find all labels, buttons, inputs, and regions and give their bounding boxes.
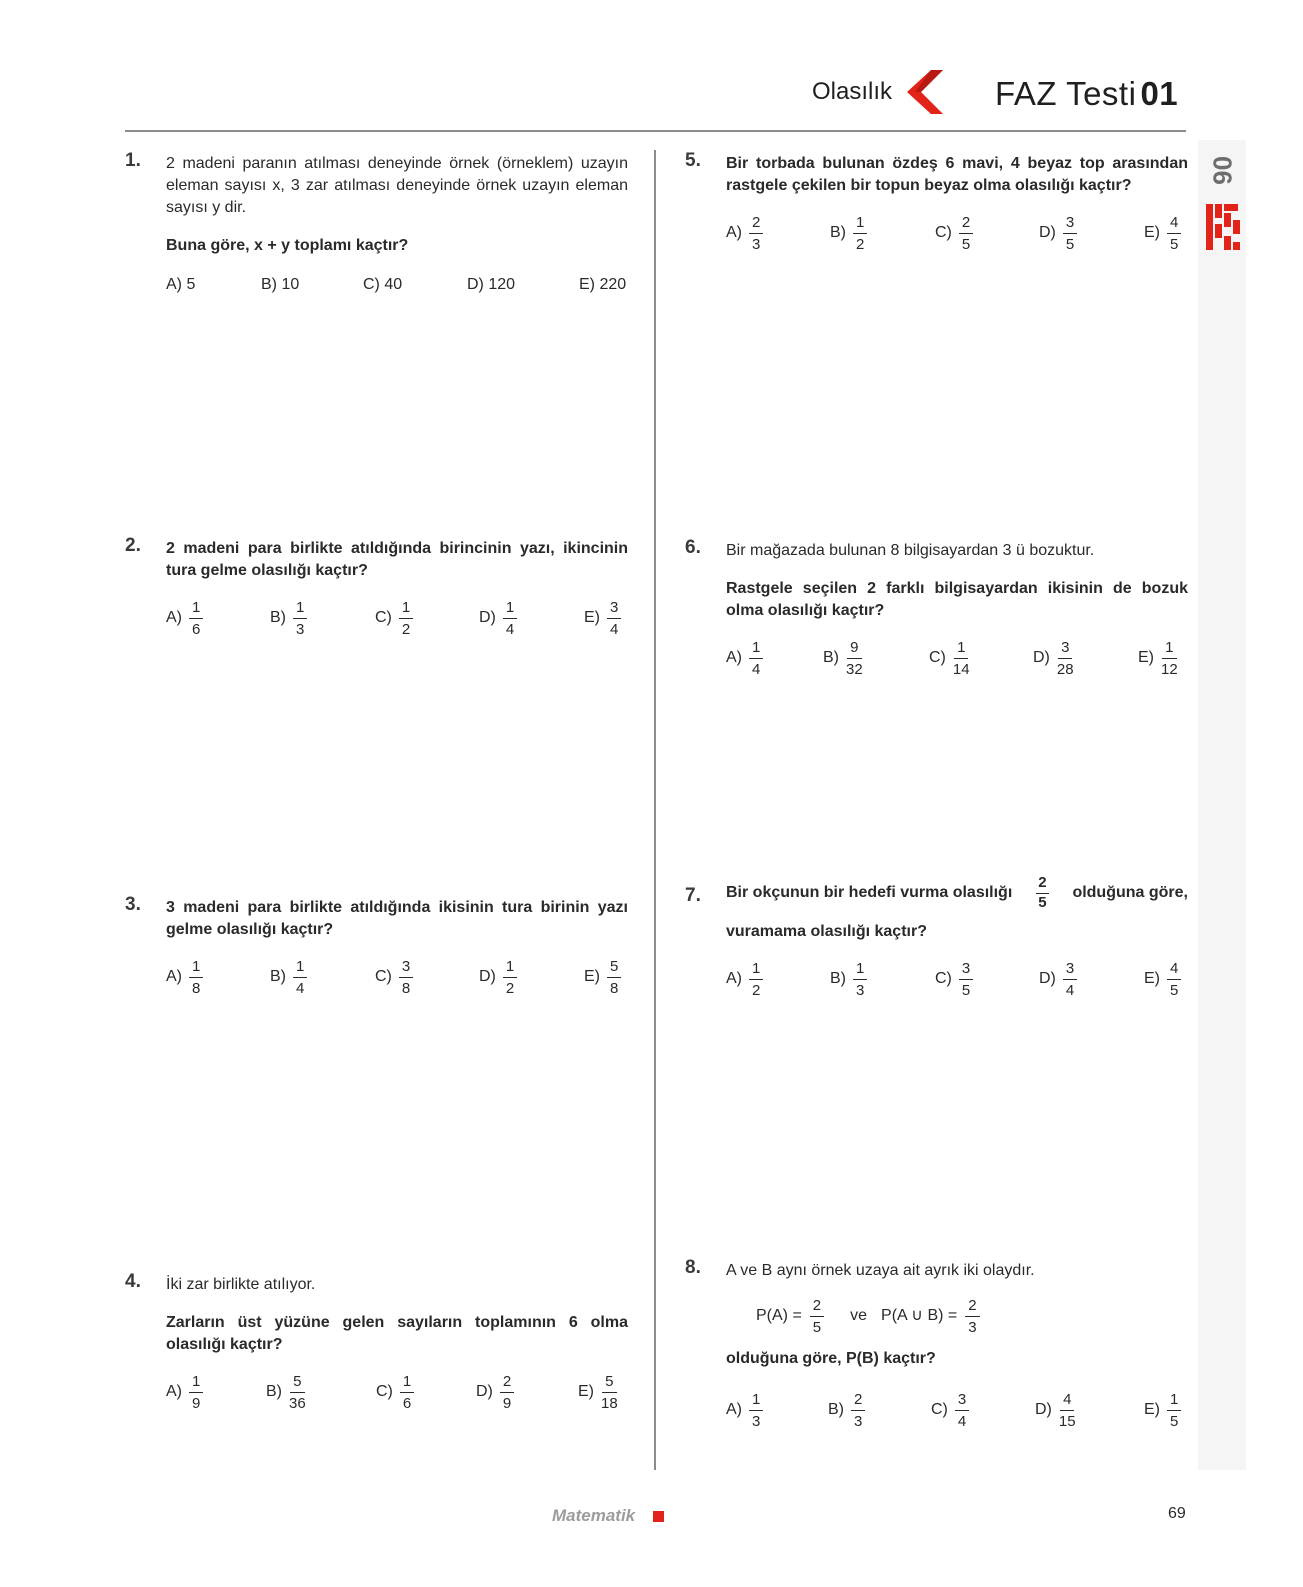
question-2 <box>125 535 628 640</box>
option-c[interactable]: C) $\frac{1}{6}$ <box>376 1370 414 1414</box>
option-c[interactable]: C) $\frac{1}{14}$ <box>929 638 970 678</box>
option-a[interactable]: A) $\frac{2}{3}$ <box>726 211 763 255</box>
test-title <box>995 75 1178 113</box>
option-e[interactable]: E) $\frac{1}{12}$ <box>1138 638 1178 678</box>
question-3 <box>125 894 628 999</box>
option-b[interactable]: B) $\frac{1}{3}$ <box>830 957 867 1001</box>
option-d[interactable]: D) $\frac{3}{28}$ <box>1033 638 1074 678</box>
question-ask: 2 madeni para birlikte atıldığında birincinin yazı, ikincinin tura gelme olasılığı kaçtır? <box>166 540 628 579</box>
options <box>726 957 1188 1001</box>
question-number: 1. <box>125 150 141 171</box>
question-stem: İki zar birlikte atılıyor. <box>166 1276 316 1293</box>
option-d[interactable]: D) $\frac{3}{4}$ <box>1039 957 1077 1001</box>
question-stem: Bir mağazada bulunan 8 bilgisayardan 3 ü bozuktur. <box>726 542 1095 559</box>
option-c[interactable]: C) $\frac{1}{2}$ <box>375 596 413 640</box>
option-e[interactable]: E) $\frac{4}{5}$ <box>1144 211 1181 255</box>
publisher-logo-icon <box>1206 204 1240 250</box>
option-a[interactable]: A) $\frac{1}{8}$ <box>166 955 203 999</box>
option-d[interactable]: D) $\frac{1}{4}$ <box>479 596 517 640</box>
option-e[interactable]: E) $\frac{1}{5}$ <box>1144 1388 1181 1432</box>
option-a[interactable]: A) $\frac{1}{4}$ <box>726 636 763 680</box>
option-a[interactable]: A) $\frac{1}{9}$ <box>166 1370 203 1414</box>
option-a[interactable]: A) 5 <box>166 276 196 293</box>
question-1 <box>125 150 628 297</box>
question-stem: 2 madeni paranın atılması deneyinde örnek (örneklem) uzayın eleman sayısı x, 3 zar atılması deneyinde örnek uzayın eleman sayısı y dir. <box>166 155 628 216</box>
footer-square-icon <box>653 1511 664 1522</box>
question-number: 5. <box>685 150 701 171</box>
header-rule <box>125 130 1186 132</box>
question-number: 4. <box>125 1271 141 1292</box>
option-b[interactable]: B) $\frac{1}{2}$ <box>830 211 867 255</box>
footer-subject: Matematik <box>552 1506 636 1525</box>
question-number: 3. <box>125 894 141 915</box>
question-4 <box>125 1271 628 1414</box>
question-6 <box>685 537 1188 680</box>
option-d[interactable]: D) 120 <box>467 276 516 293</box>
header-topic: Olasılık <box>812 78 893 105</box>
option-e[interactable]: E) $\frac{5}{18}$ <box>578 1372 618 1412</box>
question-ask: olduğuna göre, P(B) kaçtır? <box>726 1350 936 1367</box>
question-7 <box>685 874 1188 1001</box>
question-ask-line2: vuramama olasılığı kaçtır? <box>726 923 927 940</box>
question-ask: 3 madeni para birlikte atıldığında ikisinin tura birinin yazı gelme olasılığı kaçtır? <box>166 899 628 938</box>
option-d[interactable]: D) $\frac{1}{2}$ <box>479 955 517 999</box>
test-label: FAZ Testi <box>995 75 1137 112</box>
options <box>166 1370 628 1414</box>
chevron-left-icon <box>903 70 947 114</box>
question-stem: A ve B aynı örnek uzaya ait ayrık iki olaydır. <box>726 1262 1035 1279</box>
column-divider <box>654 150 656 1470</box>
option-e[interactable]: E) $\frac{4}{5}$ <box>1144 957 1181 1001</box>
option-c[interactable]: C) 40 <box>363 276 403 293</box>
inline-fraction: $\frac{2}{5}$ <box>1038 874 1047 911</box>
side-tab <box>1198 140 1246 1470</box>
option-a[interactable]: A) $\frac{1}{6}$ <box>166 596 203 640</box>
option-c[interactable]: C) $\frac{3}{8}$ <box>375 955 413 999</box>
options <box>166 955 628 999</box>
option-b[interactable]: B) $\frac{1}{4}$ <box>270 955 307 999</box>
option-e[interactable]: E) $\frac{5}{8}$ <box>584 955 621 999</box>
question-ask: Rastgele seçilen 2 farklı bilgisayardan ikisinin de bozuk olma olasılığı kaçtır? <box>726 580 1188 619</box>
option-c[interactable]: C) $\frac{2}{5}$ <box>935 211 973 255</box>
formula: P(A) = $\frac{2}{5}$ ve P(A ∪ B) = $\frac{2}{3}$ <box>756 1292 1188 1340</box>
question-ask: Bir okçunun bir hedefi vurma olasılığı $\frac{2}{5}$ olduğuna göre, <box>726 874 1188 911</box>
question-5 <box>685 150 1188 255</box>
option-a[interactable]: A) $\frac{1}{2}$ <box>726 957 763 1001</box>
question-ask: Buna göre, x + y toplamı kaçtır? <box>166 237 409 254</box>
unit-number: 06 <box>1207 156 1238 185</box>
page-number: 69 <box>1168 1505 1186 1522</box>
options <box>166 596 628 640</box>
option-d[interactable]: D) $\frac{3}{5}$ <box>1039 211 1077 255</box>
question-ask: Zarların üst yüzüne gelen sayıların toplamının 6 olma olasılığı kaçtır? <box>166 1314 628 1353</box>
question-number: 2. <box>125 535 141 556</box>
option-b[interactable]: B) $\frac{1}{3}$ <box>270 596 307 640</box>
option-c[interactable]: C) $\frac{3}{5}$ <box>935 957 973 1001</box>
option-d[interactable]: D) $\frac{4}{15}$ <box>1035 1390 1076 1430</box>
option-d[interactable]: D) $\frac{2}{9}$ <box>476 1370 514 1414</box>
question-number: 8. <box>685 1257 701 1278</box>
options <box>726 211 1188 255</box>
option-a[interactable]: A) $\frac{1}{3}$ <box>726 1388 763 1432</box>
option-e[interactable]: E) 220 <box>579 276 627 293</box>
question-number: 7. <box>685 885 701 906</box>
option-b[interactable]: B) 10 <box>261 276 300 293</box>
question-8 <box>685 1257 1188 1432</box>
option-e[interactable]: E) $\frac{3}{4}$ <box>584 596 621 640</box>
option-b[interactable]: B) $\frac{2}{3}$ <box>828 1388 865 1432</box>
question-ask: Bir torbada bulunan özdeş 6 mavi, 4 beyaz top arasından rastgele çekilen bir topun beyaz olma olasılığı kaçtır? <box>726 155 1188 194</box>
test-number: 01 <box>1140 75 1179 112</box>
option-c[interactable]: C) $\frac{3}{4}$ <box>931 1388 969 1432</box>
options <box>166 273 628 297</box>
option-b[interactable]: B) $\frac{5}{36}$ <box>266 1372 306 1412</box>
options <box>726 636 1188 680</box>
options <box>726 1388 1188 1432</box>
question-number: 6. <box>685 537 701 558</box>
option-b[interactable]: B) $\frac{9}{32}$ <box>823 638 863 678</box>
